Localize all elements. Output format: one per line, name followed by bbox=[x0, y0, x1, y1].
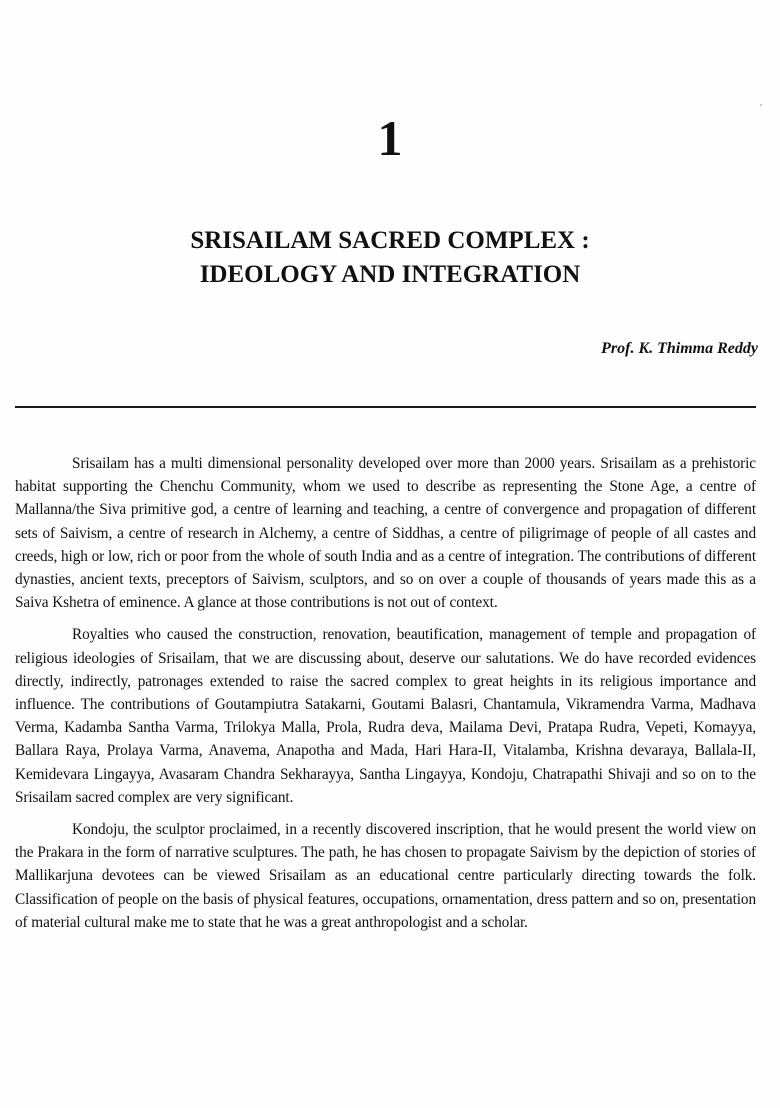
scan-speck bbox=[760, 104, 762, 106]
chapter-body bbox=[15, 452, 756, 943]
header-divider bbox=[15, 406, 756, 408]
author-name: Prof. K. Thimma Reddy bbox=[601, 340, 758, 357]
paragraph-3: Kondoju, the sculptor proclaimed, in a recently discovered inscription, that he would present the world view on the Prakara in the form of narrative sculptures. The path, he has chosen to propagate Saivism by the depiction of stories of Mallikarjuna devotees can be viewed Srisailam as an educational centre particularly directing towards the folk. Classification of people on the basis of physical features, occupations, ornamentation, dress pattern and so on, presentation of material cultural make me to state that he was a great anthropologist and a scholar. bbox=[15, 821, 756, 931]
chapter-title bbox=[60, 224, 720, 292]
chapter-title-line-2: IDEOLOGY AND INTEGRATION bbox=[199, 261, 581, 288]
paragraph-2: Royalties who caused the construction, renovation, beautification, management of temple and propagation of religious ideologies of Srisailam, that we are discussing about, deserve our salutations. We do have recorded evidences directly, indirectly, patronages extended to raise the sacred complex to great heights in its religious importance and influence. The contributions of Goutampiutra Satakarni, Goutami Balasri, Chantamula, Vikramendra Varma, Madhava Verma, Kadamba Santha Varma, Trilokya Malla, Prola, Rudra deva, Mailama Devi, Pratapa Rudra, Vepeti, Komayya, Ballara Raya, Prolaya Varma, Anavema, Anapotha and Mada, Hari Hara-II, Vitalamba, Krishna devaraya, Ballala-II, Kemidevara Lingayya, Avasaram Chandra Sekharayya, Santha Lingayya, Kondoju, Chatrapathi Shivaji and so on to the Srisailam sacred complex are very significant. bbox=[15, 626, 756, 806]
chapter-title-line-1: SRISAILAM SACRED COMPLEX : bbox=[190, 227, 590, 254]
paragraph-1: Srisailam has a multi dimensional personality developed over more than 2000 years. Srisailam as a prehistoric habitat supporting the Chenchu Community, whom we used to describe as representing the Stone Age, a centre of Mallanna/the Siva primitive god, a centre of learning and teaching, a centre of convergence and propagation of different sets of Saivism, a centre of research in Alchemy, a centre of Siddhas, a centre of piligrimage of people of all castes and creeds, high or low, rich or poor from the whole of south India and as a centre of integration. The contributions of different dynasties, ancient texts, preceptors of Saivism, sculptors, and so on over a couple of thousands of years made this as a Saiva Kshetra of eminence. A glance at those contributions is not out of context. bbox=[15, 455, 756, 612]
chapter-number: 1 bbox=[377, 110, 403, 166]
